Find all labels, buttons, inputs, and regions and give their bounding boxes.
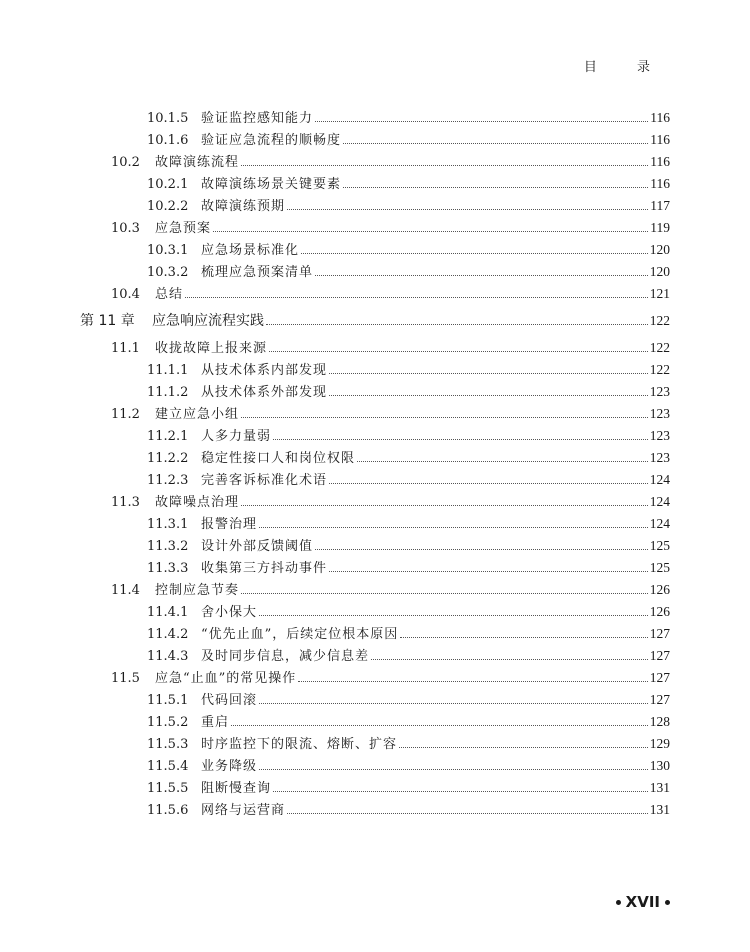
toc-entry-title: 梳理应急预案清单	[201, 265, 314, 280]
toc-entry-number: 11.1.2	[147, 385, 189, 400]
toc-leader-dots	[329, 373, 648, 374]
toc-entry-title: 验证应急流程的顺畅度	[201, 133, 342, 148]
toc-entry-page: 127	[649, 648, 670, 663]
toc-leader-dots	[399, 747, 648, 748]
toc-entry-page: 127	[649, 626, 670, 641]
toc-leader-dots	[400, 637, 647, 638]
toc-entry-title: 代码回滚	[201, 693, 258, 708]
toc-entry-title: 阻断慢查询	[201, 781, 272, 796]
toc-entry-title: 及时同步信息，减少信息差	[201, 649, 370, 664]
toc-entry-page: 125	[649, 560, 670, 575]
toc-leader-dots	[329, 571, 648, 572]
toc-entry-title: 验证监控感知能力	[201, 111, 314, 126]
toc-entry-number: 11.5.2	[147, 715, 189, 730]
toc-leader-dots	[241, 505, 648, 506]
toc-entry-row[interactable]	[147, 450, 670, 467]
toc-leader-dots	[259, 527, 648, 528]
toc-entry-title: 舍小保大	[201, 605, 258, 620]
toc-entry-number: 11.5.3	[147, 737, 189, 752]
toc-entry-page: 124	[649, 494, 670, 509]
toc-entry-page: 120	[649, 264, 670, 279]
toc-entry-title: 建立应急小组	[155, 407, 240, 422]
bullet-right-icon	[665, 900, 670, 905]
toc-entry-title: 报警治理	[201, 517, 258, 532]
toc-entry-number: 11.4.1	[147, 605, 189, 620]
toc-entry-row[interactable]	[147, 714, 670, 731]
toc-entry-title: 业务降级	[201, 759, 258, 774]
toc-entry-title: 应急“止血”的常见操作	[155, 671, 297, 686]
toc-entry-number: 11.5.4	[147, 759, 189, 774]
toc-entry-title: 收集第三方抖动事件	[201, 561, 328, 576]
toc-entry-row[interactable]	[111, 154, 670, 171]
toc-entry-number: 10.3	[111, 221, 140, 236]
toc-leader-dots	[273, 791, 648, 792]
toc-entry-title: 重启	[201, 715, 230, 730]
toc-entry-title: 设计外部反馈阈值	[201, 539, 314, 554]
bullet-left-icon	[616, 900, 621, 905]
toc-entry-number: 11.2.2	[147, 451, 189, 466]
toc-entry-number: 11.4	[111, 583, 140, 598]
toc-entry-number: 11.4.3	[147, 649, 189, 664]
toc-entry-row[interactable]	[147, 560, 670, 577]
toc-leader-dots	[315, 549, 648, 550]
toc-entry-number: 10.1.5	[147, 111, 189, 126]
toc-entry-title: 稳定性接口人和岗位权限	[201, 451, 356, 466]
toc-entry-row[interactable]	[147, 384, 670, 401]
toc-entry-title: 应急预案	[155, 221, 212, 236]
toc-entry-title: “优先止血”，后续定位根本原因	[201, 627, 399, 642]
toc-entry-number: 11.2.1	[147, 429, 189, 444]
toc-entry-number: 11.5	[111, 671, 140, 686]
toc-entry-page: 131	[649, 780, 670, 795]
toc-entry-title: 时序监控下的限流、熔断、扩容	[201, 737, 398, 752]
toc-leader-dots	[241, 417, 648, 418]
toc-leader-dots	[357, 461, 648, 462]
toc-entry-title: 应急响应流程实践	[152, 313, 264, 329]
toc-leader-dots	[343, 143, 648, 144]
toc-entry-page: 122	[649, 313, 670, 328]
toc-entry-title: 完善客诉标准化术语	[201, 473, 328, 488]
toc-entry-title: 收拢故障上报来源	[155, 341, 268, 356]
toc-entry-title: 人多力量弱	[201, 429, 272, 444]
toc-entry-page: 127	[649, 692, 670, 707]
toc-entry-row[interactable]	[147, 648, 670, 665]
toc-entry-page: 123	[649, 450, 670, 465]
toc-leader-dots	[259, 769, 648, 770]
toc-entry-page: 120	[649, 242, 670, 257]
toc-entry-title: 网络与运营商	[201, 803, 286, 818]
toc-entry-page: 116	[650, 154, 670, 169]
toc-leader-dots	[273, 439, 648, 440]
toc-entry-page: 129	[649, 736, 670, 751]
toc-entry-page: 116	[650, 110, 670, 125]
toc-leader-dots	[269, 351, 648, 352]
toc-entry-row[interactable]	[147, 802, 670, 819]
toc-leader-dots	[301, 253, 648, 254]
toc-entry-number: 10.3.2	[147, 265, 189, 280]
toc-leader-dots	[287, 209, 648, 210]
toc-entry-number: 11.3.3	[147, 561, 189, 576]
toc-entry-page: 121	[649, 286, 670, 301]
toc-entry-page: 123	[649, 428, 670, 443]
toc-entry-row[interactable]	[147, 626, 670, 643]
toc-entry-title: 故障演练场景关键要素	[201, 177, 342, 192]
toc-entry-number: 11.3.1	[147, 517, 189, 532]
toc-leader-dots	[213, 231, 648, 232]
toc-entry-page: 127	[649, 670, 670, 685]
toc-entry-number: 10.2	[111, 155, 140, 170]
toc-entry-page: 117	[650, 198, 670, 213]
toc-entry-row[interactable]	[147, 264, 670, 281]
toc-entry-number: 11.5.1	[147, 693, 189, 708]
toc-entry-page: 128	[649, 714, 670, 729]
toc-entry-row[interactable]	[111, 670, 670, 687]
toc-entry-page: 122	[649, 362, 670, 377]
toc-entry-row[interactable]	[147, 516, 670, 533]
toc-entry-number: 11.1.1	[147, 363, 189, 378]
toc-entry-row[interactable]	[111, 582, 670, 599]
toc-entry-row[interactable]	[147, 110, 670, 127]
toc-entry-number: 11.5.6	[147, 803, 189, 818]
toc-entry-number: 11.5.5	[147, 781, 189, 796]
toc-entry-number: 10.1.6	[147, 133, 189, 148]
toc-entry-number: 11.4.2	[147, 627, 189, 642]
toc-entry-page: 125	[649, 538, 670, 553]
toc-entry-page: 124	[649, 472, 670, 487]
toc-entry-row[interactable]	[111, 406, 670, 423]
toc-entry-row[interactable]	[111, 494, 670, 511]
toc-entry-row[interactable]	[147, 242, 670, 259]
toc-leader-dots	[241, 165, 648, 166]
toc-leader-dots	[259, 703, 648, 704]
toc-entry-row[interactable]	[147, 604, 670, 621]
toc-leader-dots	[185, 297, 648, 298]
toc-entry-page: 116	[650, 132, 670, 147]
toc-leader-dots	[329, 483, 648, 484]
toc-leader-dots	[259, 615, 648, 616]
toc-entry-number: 11.2	[111, 407, 140, 422]
toc-entry-number: 10.4	[111, 287, 140, 302]
toc-leader-dots	[298, 681, 647, 682]
toc-leader-dots	[287, 813, 648, 814]
toc-entry-page: 131	[649, 802, 670, 817]
toc-entry-row[interactable]	[147, 692, 670, 709]
toc-leader-dots	[315, 275, 648, 276]
toc-entry-page: 116	[650, 176, 670, 191]
toc-entry-row[interactable]	[111, 286, 670, 303]
toc-entry-number: 10.2.1	[147, 177, 189, 192]
toc-entry-title: 故障演练流程	[155, 155, 240, 170]
toc-entry-title: 总结	[155, 287, 184, 302]
toc-entry-row[interactable]	[147, 198, 670, 215]
toc-leader-dots	[266, 324, 648, 325]
toc-entry-row[interactable]	[147, 780, 670, 797]
toc-entry-row[interactable]	[147, 736, 670, 753]
toc-entry-page: 126	[649, 604, 670, 619]
toc-leader-dots	[371, 659, 648, 660]
toc-entry-title: 故障演练预期	[201, 199, 286, 214]
toc-entry-number: 10.2.2	[147, 199, 189, 214]
toc-chapter-row[interactable]	[80, 313, 670, 329]
toc-entry-number: 11.1	[111, 341, 140, 356]
toc-leader-dots	[343, 187, 648, 188]
toc-entry-row[interactable]	[111, 340, 670, 357]
toc-leader-dots	[329, 395, 648, 396]
toc-entry-number: 10.3.1	[147, 243, 189, 258]
toc-entry-page: 123	[649, 384, 670, 399]
toc-entry-row[interactable]	[147, 538, 670, 555]
toc-entry-title: 从技术体系外部发现	[201, 385, 328, 400]
toc-entry-number: 11.2.3	[147, 473, 189, 488]
toc-entry-number: 第 11 章	[80, 313, 135, 329]
toc-entry-page: 130	[649, 758, 670, 773]
toc-entry-row[interactable]	[147, 362, 670, 379]
toc-entry-row[interactable]	[147, 428, 670, 445]
toc-entry-row[interactable]	[147, 132, 670, 149]
page-number-footer	[616, 893, 670, 911]
toc-entry-page: 124	[649, 516, 670, 531]
toc-entry-number: 11.3.2	[147, 539, 189, 554]
toc-entry-title: 故障噪点治理	[155, 495, 240, 510]
toc-entry-row[interactable]	[111, 220, 670, 237]
running-header: 目 录	[583, 60, 668, 75]
toc-entry-page: 122	[649, 340, 670, 355]
toc-entry-title: 控制应急节奏	[155, 583, 240, 598]
toc-leader-dots	[231, 725, 648, 726]
toc-entry-page: 119	[650, 220, 670, 235]
page-number: XVII	[625, 893, 660, 911]
toc-entry-row[interactable]	[147, 472, 670, 489]
toc-entry-title: 应急场景标准化	[201, 243, 300, 258]
toc-entry-row[interactable]	[147, 176, 670, 193]
toc-entry-row[interactable]	[147, 758, 670, 775]
toc-entry-number: 11.3	[111, 495, 140, 510]
toc-leader-dots	[241, 593, 648, 594]
toc-leader-dots	[315, 121, 648, 122]
toc-entry-title: 从技术体系内部发现	[201, 363, 328, 378]
toc-entry-page: 126	[649, 582, 670, 597]
toc-entry-page: 123	[649, 406, 670, 421]
